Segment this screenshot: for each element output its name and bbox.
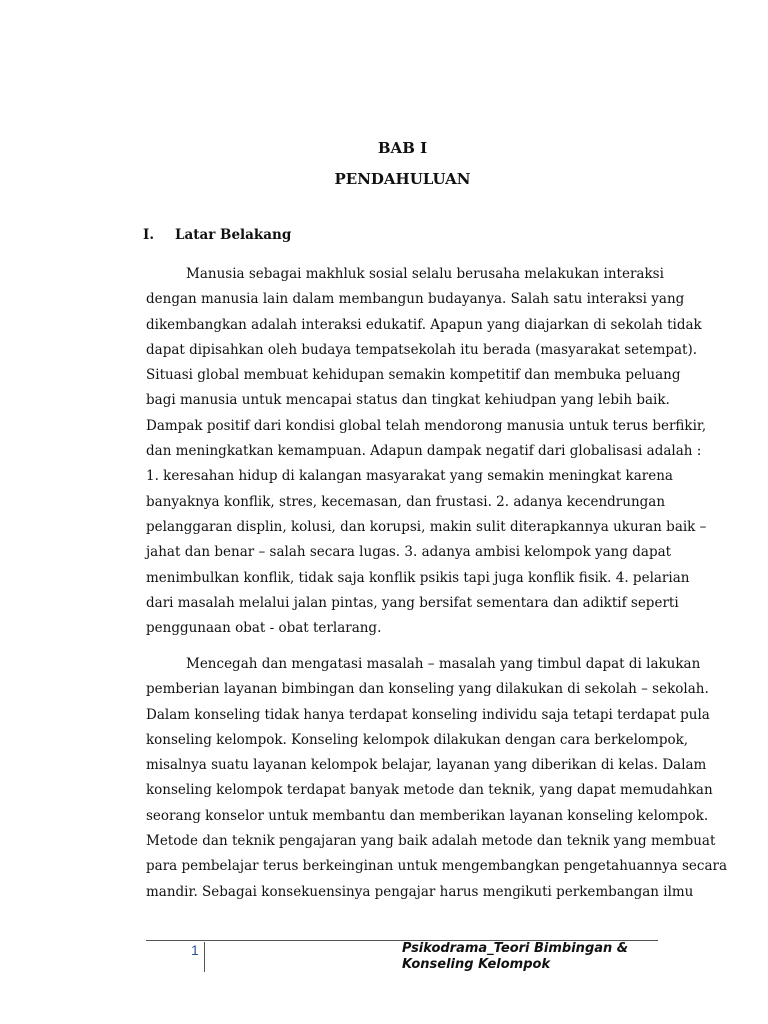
text-line: menimbulkan konflik, tidak saja konflik psikis tapi juga konflik fisik. 4. pelarian: [146, 569, 690, 586]
text-line: misalnya suatu layanan kelompok belajar, layanan yang diberikan di kelas. Dalam: [146, 757, 707, 774]
text-line: Dalam konseling tidak hanya terdapat konseling individu saja tetapi terdapat pula: [146, 706, 710, 723]
section-heading: [143, 227, 291, 243]
section-title: Latar Belakang: [175, 227, 292, 243]
text-line: banyaknya konflik, stres, kecemasan, dan frustasi. 2. adanya kecendrungan: [146, 493, 666, 510]
text-line: bagi manusia untuk mencapai status dan tingkat kehiudpan yang lebih baik.: [146, 392, 670, 409]
text-line: dengan manusia lain dalam membangun budayanya. Salah satu interaksi yang: [146, 291, 685, 308]
text-line: dikembangkan adalah interaksi edukatif. Apapun yang diajarkan di sekolah tidak: [146, 316, 702, 333]
paragraph-1: [146, 262, 707, 641]
text-line: pelanggaran displin, kolusi, dan korupsi, makin sulit diterapkannya ukuran baik –: [146, 518, 707, 535]
chapter-number: BAB I: [377, 139, 428, 157]
text-line: Mencegah dan mengatasi masalah – masalah yang timbul dapat di lakukan: [186, 656, 701, 672]
text-line: Manusia sebagai makhluk sosial selalu berusaha melakukan interaksi: [186, 266, 664, 282]
text-line: konseling kelompok terdapat banyak metode dan teknik, yang dapat memudahkan: [146, 782, 713, 799]
text-line: Metode dan teknik pengajaran yang baik adalah metode dan teknik yang membuat: [146, 833, 716, 850]
text-line: Situasi global membuat kehidupan semakin kompetitif dan membuka peluang: [146, 367, 681, 384]
text-line: para pembelajar terus berkeinginan untuk mengembangkan pengetahuannya secara: [146, 858, 728, 875]
section-number: I.: [143, 227, 155, 243]
text-line: Dampak positif dari kondisi global telah mendorong manusia untuk terus berfikir,: [146, 417, 707, 434]
text-line: pemberian layanan bimbingan dan konseling yang dilakukan di sekolah – sekolah.: [146, 681, 709, 698]
text-line: konseling kelompok. Konseling kelompok dilakukan dengan cara berkelompok,: [146, 731, 689, 748]
page-number: 1: [191, 942, 199, 958]
text-line: dan meningkatkan kemampuan. Adapun dampak negatif dari globalisasi adalah :: [146, 443, 702, 460]
text-line: penggunaan obat - obat terlarang.: [146, 620, 382, 637]
text-line: jahat dan benar – salah secara lugas. 3. adanya ambisi kelompok yang dapat: [146, 544, 672, 561]
footer-title-line-1: Psikodrama_Teori Bimbingan &: [402, 941, 629, 956]
text-line: dari masalah melalui jalan pintas, yang bersifat sementara dan adiktif seperti: [146, 594, 679, 611]
text-line: seorang konselor untuk membantu dan memberikan layanan konseling kelompok.: [146, 807, 709, 824]
text-line: mandir. Sebagai konsekuensinya pengajar harus mengikuti perkembangan ilmu: [146, 883, 694, 900]
text-line: 1. keresahan hidup di kalangan masyarakat yang semakin meningkat karena: [146, 468, 673, 485]
footer-title: [402, 941, 628, 973]
text-line: dapat dipisahkan oleh budaya tempatsekolah itu berada (masyarakat setempat).: [146, 341, 698, 358]
paragraph-2: [146, 652, 728, 905]
footer-separator: [204, 942, 205, 972]
footer-title-line-2: Konseling Kelompok: [402, 957, 551, 972]
chapter-title: PENDAHULUAN: [334, 170, 471, 188]
